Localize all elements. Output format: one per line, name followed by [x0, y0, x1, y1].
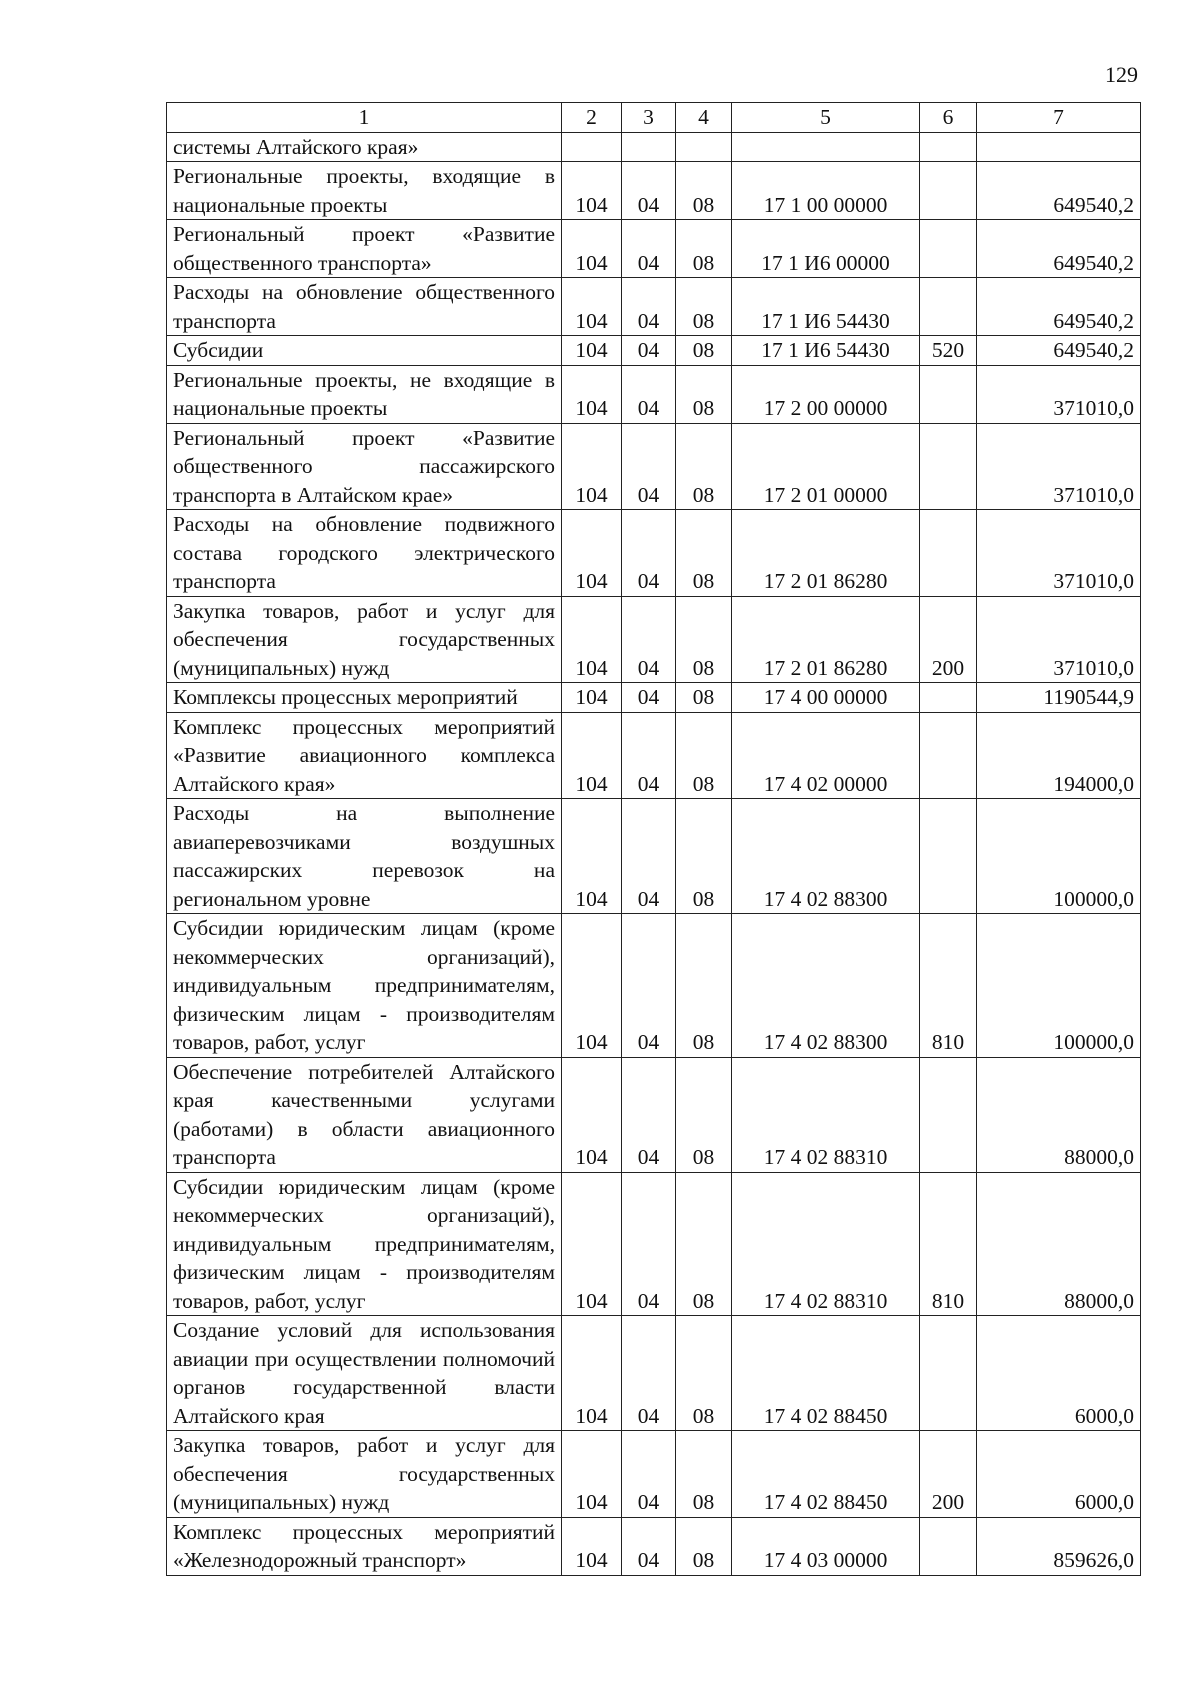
- row-name-cell: системы Алтайского края»: [167, 132, 562, 162]
- expense-type-cell: [920, 365, 977, 423]
- code-cell: 104: [562, 596, 622, 683]
- expense-type-cell: [920, 278, 977, 336]
- target-article-cell: 17 2 00 00000: [732, 365, 920, 423]
- target-article-cell: 17 4 02 88450: [732, 1316, 920, 1431]
- code-cell: 04: [622, 1517, 676, 1575]
- expense-type-cell: [920, 1517, 977, 1575]
- row-name-cell: Комплекс процессных мероприятий «Развитие авиационного комплекса Алтайского края»: [167, 712, 562, 799]
- code-cell: 104: [562, 1057, 622, 1172]
- expense-type-cell: [920, 220, 977, 278]
- amount-cell: 371010,0: [977, 596, 1141, 683]
- code-cell: 08: [676, 510, 732, 597]
- row-name-cell: Закупка товаров, работ и услуг для обеспечения государственных (муниципальных) нужд: [167, 596, 562, 683]
- expense-type-cell: [920, 423, 977, 510]
- row-name-cell: Региональный проект «Развитие общественного пассажирского транспорта в Алтайском крае»: [167, 423, 562, 510]
- amount-cell: 100000,0: [977, 799, 1141, 914]
- amount-cell: 371010,0: [977, 365, 1141, 423]
- table-row: [167, 712, 1141, 799]
- amount-cell: 1190544,9: [977, 683, 1141, 713]
- amount-cell: 88000,0: [977, 1057, 1141, 1172]
- target-article-cell: 17 4 02 88450: [732, 1431, 920, 1518]
- target-article-cell: 17 4 02 88300: [732, 914, 920, 1058]
- expense-type-cell: 520: [920, 336, 977, 366]
- expense-type-cell: 200: [920, 1431, 977, 1518]
- amount-cell: 6000,0: [977, 1431, 1141, 1518]
- table-row: [167, 1057, 1141, 1172]
- budget-table: [166, 102, 1141, 1576]
- code-cell: 104: [562, 1316, 622, 1431]
- code-cell: [622, 132, 676, 162]
- row-name-cell: Расходы на обновление общественного транспорта: [167, 278, 562, 336]
- expense-type-cell: 810: [920, 914, 977, 1058]
- code-cell: 04: [622, 1057, 676, 1172]
- code-cell: [562, 132, 622, 162]
- code-cell: 104: [562, 423, 622, 510]
- column-header: 1: [167, 103, 562, 133]
- code-cell: 104: [562, 510, 622, 597]
- table-row: [167, 423, 1141, 510]
- table-header-row: [167, 103, 1141, 133]
- code-cell: 04: [622, 799, 676, 914]
- expense-type-cell: [920, 162, 977, 220]
- code-cell: 104: [562, 220, 622, 278]
- amount-cell: 649540,2: [977, 278, 1141, 336]
- target-article-cell: 17 4 02 88300: [732, 799, 920, 914]
- code-cell: 08: [676, 1316, 732, 1431]
- amount-cell: 649540,2: [977, 220, 1141, 278]
- target-article-cell: 17 4 03 00000: [732, 1517, 920, 1575]
- expense-type-cell: [920, 712, 977, 799]
- amount-cell: [977, 132, 1141, 162]
- row-name-cell: Региональный проект «Развитие общественного транспорта»: [167, 220, 562, 278]
- code-cell: 08: [676, 1431, 732, 1518]
- code-cell: 04: [622, 1172, 676, 1316]
- code-cell: 04: [622, 336, 676, 366]
- expense-type-cell: [920, 132, 977, 162]
- table-row: [167, 365, 1141, 423]
- code-cell: 08: [676, 162, 732, 220]
- row-name-cell: Субсидии юридическим лицам (кроме некоммерческих организаций), индивидуальным предпринимателям, физическим лицам - производителям товаров, работ, услуг: [167, 914, 562, 1058]
- expense-type-cell: [920, 683, 977, 713]
- expense-type-cell: [920, 1057, 977, 1172]
- target-article-cell: 17 4 02 88310: [732, 1057, 920, 1172]
- code-cell: 08: [676, 596, 732, 683]
- amount-cell: 194000,0: [977, 712, 1141, 799]
- row-name-cell: Создание условий для использования авиации при осуществлении полномочий органов государственной власти Алтайского края: [167, 1316, 562, 1431]
- table-row: [167, 683, 1141, 713]
- code-cell: 04: [622, 1431, 676, 1518]
- expense-type-cell: [920, 510, 977, 597]
- code-cell: 08: [676, 914, 732, 1058]
- expense-type-cell: [920, 799, 977, 914]
- table-row: [167, 510, 1141, 597]
- code-cell: 08: [676, 423, 732, 510]
- target-article-cell: 17 2 01 86280: [732, 596, 920, 683]
- code-cell: 104: [562, 712, 622, 799]
- amount-cell: 649540,2: [977, 162, 1141, 220]
- table-row: [167, 799, 1141, 914]
- code-cell: 04: [622, 1316, 676, 1431]
- target-article-cell: [732, 132, 920, 162]
- column-header: 6: [920, 103, 977, 133]
- table-row: [167, 220, 1141, 278]
- column-header: 4: [676, 103, 732, 133]
- code-cell: 104: [562, 336, 622, 366]
- table-body: [167, 132, 1141, 1575]
- code-cell: 104: [562, 1172, 622, 1316]
- code-cell: 104: [562, 278, 622, 336]
- code-cell: 104: [562, 1517, 622, 1575]
- code-cell: 04: [622, 683, 676, 713]
- expense-type-cell: 810: [920, 1172, 977, 1316]
- code-cell: 08: [676, 365, 732, 423]
- code-cell: 104: [562, 1431, 622, 1518]
- row-name-cell: Комплекс процессных мероприятий «Железнодорожный транспорт»: [167, 1517, 562, 1575]
- row-name-cell: Комплексы процессных мероприятий: [167, 683, 562, 713]
- row-name-cell: Региональные проекты, входящие в национальные проекты: [167, 162, 562, 220]
- row-name-cell: Закупка товаров, работ и услуг для обеспечения государственных (муниципальных) нужд: [167, 1431, 562, 1518]
- target-article-cell: 17 2 01 00000: [732, 423, 920, 510]
- code-cell: 08: [676, 336, 732, 366]
- column-header: 2: [562, 103, 622, 133]
- code-cell: [676, 132, 732, 162]
- expense-type-cell: 200: [920, 596, 977, 683]
- table-row: [167, 162, 1141, 220]
- table-row: [167, 914, 1141, 1058]
- row-name-cell: Расходы на обновление подвижного состава городского электрического транспорта: [167, 510, 562, 597]
- row-name-cell: Расходы на выполнение авиаперевозчиками воздушных пассажирских перевозок на региональном уровне: [167, 799, 562, 914]
- code-cell: 04: [622, 596, 676, 683]
- amount-cell: 371010,0: [977, 510, 1141, 597]
- amount-cell: 88000,0: [977, 1172, 1141, 1316]
- amount-cell: 649540,2: [977, 336, 1141, 366]
- row-name-cell: Субсидии: [167, 336, 562, 366]
- amount-cell: 6000,0: [977, 1316, 1141, 1431]
- code-cell: 08: [676, 1057, 732, 1172]
- expense-type-cell: [920, 1316, 977, 1431]
- amount-cell: 100000,0: [977, 914, 1141, 1058]
- target-article-cell: 17 4 00 00000: [732, 683, 920, 713]
- target-article-cell: 17 1 И6 54430: [732, 336, 920, 366]
- code-cell: 04: [622, 423, 676, 510]
- table-row: [167, 596, 1141, 683]
- table-row: [167, 336, 1141, 366]
- code-cell: 08: [676, 712, 732, 799]
- code-cell: 08: [676, 799, 732, 914]
- target-article-cell: 17 1 00 00000: [732, 162, 920, 220]
- column-header: 7: [977, 103, 1141, 133]
- column-header: 5: [732, 103, 920, 133]
- code-cell: 08: [676, 278, 732, 336]
- code-cell: 104: [562, 914, 622, 1058]
- code-cell: 04: [622, 712, 676, 799]
- table-row: [167, 1517, 1141, 1575]
- code-cell: 04: [622, 162, 676, 220]
- target-article-cell: 17 2 01 86280: [732, 510, 920, 597]
- table-row: [167, 278, 1141, 336]
- table-row: [167, 1431, 1141, 1518]
- code-cell: 08: [676, 220, 732, 278]
- code-cell: 08: [676, 1172, 732, 1316]
- target-article-cell: 17 4 02 88310: [732, 1172, 920, 1316]
- code-cell: 104: [562, 365, 622, 423]
- target-article-cell: 17 4 02 00000: [732, 712, 920, 799]
- amount-cell: 859626,0: [977, 1517, 1141, 1575]
- code-cell: 04: [622, 510, 676, 597]
- code-cell: 08: [676, 683, 732, 713]
- code-cell: 104: [562, 683, 622, 713]
- code-cell: 08: [676, 1517, 732, 1575]
- code-cell: 104: [562, 799, 622, 914]
- code-cell: 04: [622, 914, 676, 1058]
- code-cell: 04: [622, 220, 676, 278]
- row-name-cell: Субсидии юридическим лицам (кроме некоммерческих организаций), индивидуальным предпринимателям, физическим лицам - производителям товаров, работ, услуг: [167, 1172, 562, 1316]
- amount-cell: 371010,0: [977, 423, 1141, 510]
- row-name-cell: Региональные проекты, не входящие в национальные проекты: [167, 365, 562, 423]
- code-cell: 04: [622, 365, 676, 423]
- target-article-cell: 17 1 И6 00000: [732, 220, 920, 278]
- table-row: [167, 1316, 1141, 1431]
- row-name-cell: Обеспечение потребителей Алтайского края качественными услугами (работами) в области авиационного транспорта: [167, 1057, 562, 1172]
- table-row: [167, 132, 1141, 162]
- table-row: [167, 1172, 1141, 1316]
- page-number: 129: [1105, 62, 1138, 87]
- column-header: 3: [622, 103, 676, 133]
- target-article-cell: 17 1 И6 54430: [732, 278, 920, 336]
- code-cell: 04: [622, 278, 676, 336]
- code-cell: 104: [562, 162, 622, 220]
